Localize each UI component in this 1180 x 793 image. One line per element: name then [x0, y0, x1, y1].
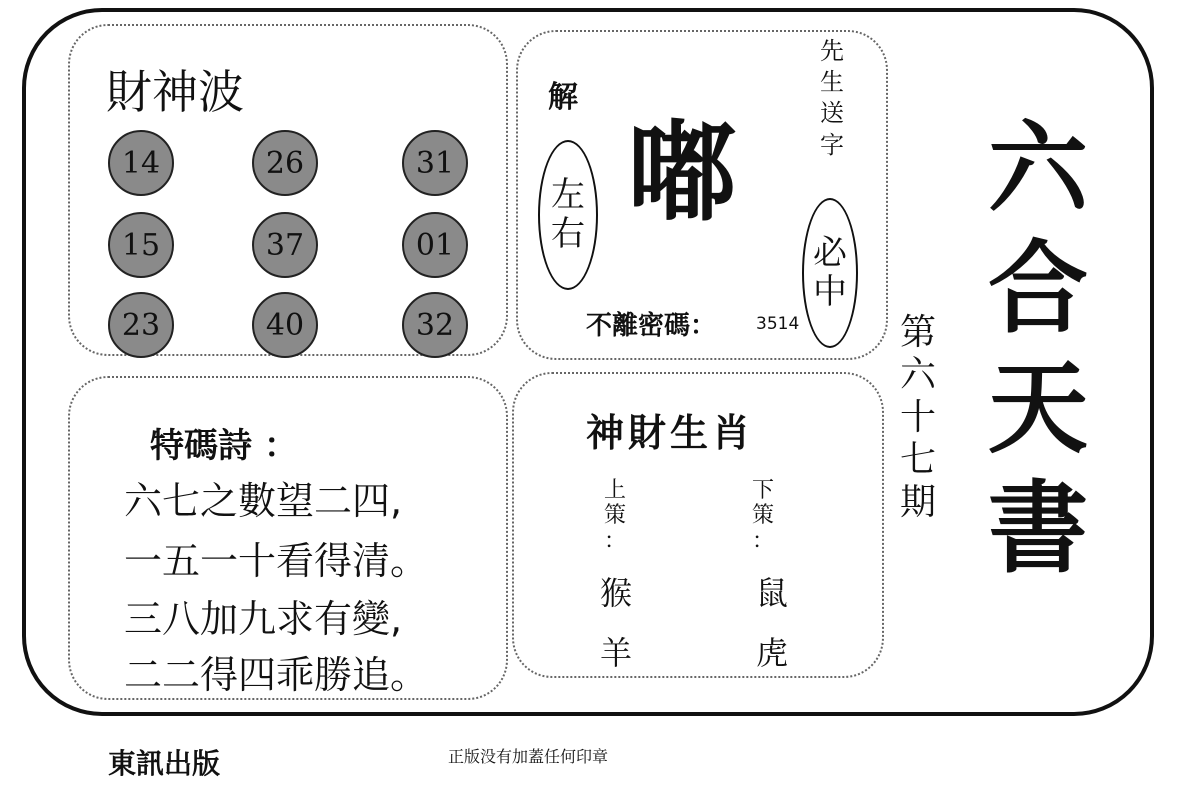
poem-title — [150, 418, 298, 467]
title-char: 書 — [988, 469, 1088, 587]
left-circle — [538, 140, 598, 290]
number-ball: 37 — [252, 212, 318, 278]
notice: 正版没有加蓋任何印章 — [448, 747, 609, 766]
issue-char: 第 — [900, 312, 937, 353]
issue-char: 六 — [900, 354, 937, 396]
label-char: 上 — [604, 478, 627, 503]
lower-value: 虎 — [756, 634, 789, 672]
upper-value: 羊 — [600, 634, 633, 672]
issue-char: 七 — [900, 439, 937, 481]
title-char: 六 — [988, 109, 1088, 227]
poem-line: 一五一十看得清。 — [124, 539, 429, 583]
poem-line: 二二得四乖勝追。 — [124, 653, 429, 697]
lower-value: 鼠 — [756, 574, 789, 612]
riddle-big-char: 嘟 — [628, 111, 737, 236]
riddle-label: 解 — [548, 80, 578, 115]
number-ball: 23 — [108, 292, 174, 358]
poem-title-text: 特碼詩 — [150, 426, 252, 466]
label-char: 策 — [752, 503, 775, 529]
gift-char: 字 — [820, 130, 844, 159]
poem-title-colon: ： — [263, 426, 298, 466]
right-circle-char: 必 — [813, 232, 847, 273]
right-circle — [802, 198, 858, 348]
main-title — [988, 108, 1088, 588]
label-char: ： — [604, 528, 627, 554]
gift-char: 生 — [820, 68, 844, 97]
poem-line: 六七之數望二四, — [124, 479, 403, 523]
left-circle-char: 左 — [551, 174, 585, 215]
left-circle-char: 右 — [551, 214, 585, 254]
number-ball: 40 — [252, 292, 318, 358]
code-label: 不離密碼： — [586, 311, 717, 341]
issue-number — [900, 312, 936, 524]
label-char: 策 — [604, 503, 627, 529]
gift-char: 先 — [820, 37, 844, 65]
issue-char: 十 — [900, 396, 937, 438]
upper-value: 猴 — [600, 574, 633, 612]
publisher: 東訊出版 — [108, 747, 221, 780]
label-char: 下 — [752, 478, 775, 503]
label-char: ： — [752, 528, 775, 554]
code-value: 3514 — [756, 314, 800, 334]
number-ball: 15 — [108, 212, 174, 278]
right-circle-char: 中 — [813, 272, 847, 312]
poem-line: 三八加九求有變, — [124, 597, 403, 641]
gift-char: 送 — [820, 99, 844, 128]
title-char: 天 — [988, 349, 1088, 467]
gift-text — [820, 36, 844, 161]
number-ball: 32 — [402, 292, 468, 358]
number-ball: 31 — [402, 130, 468, 196]
zodiac-title: 神財生肖 — [586, 411, 755, 455]
issue-char: 期 — [900, 481, 937, 523]
number-ball: 14 — [108, 130, 174, 196]
upper-strategy-label — [604, 478, 626, 554]
title-char: 合 — [988, 229, 1088, 347]
wave-title: 財神波 — [106, 65, 244, 119]
lower-strategy-label — [752, 478, 774, 554]
number-ball: 26 — [252, 130, 318, 196]
number-ball: 01 — [402, 212, 468, 278]
